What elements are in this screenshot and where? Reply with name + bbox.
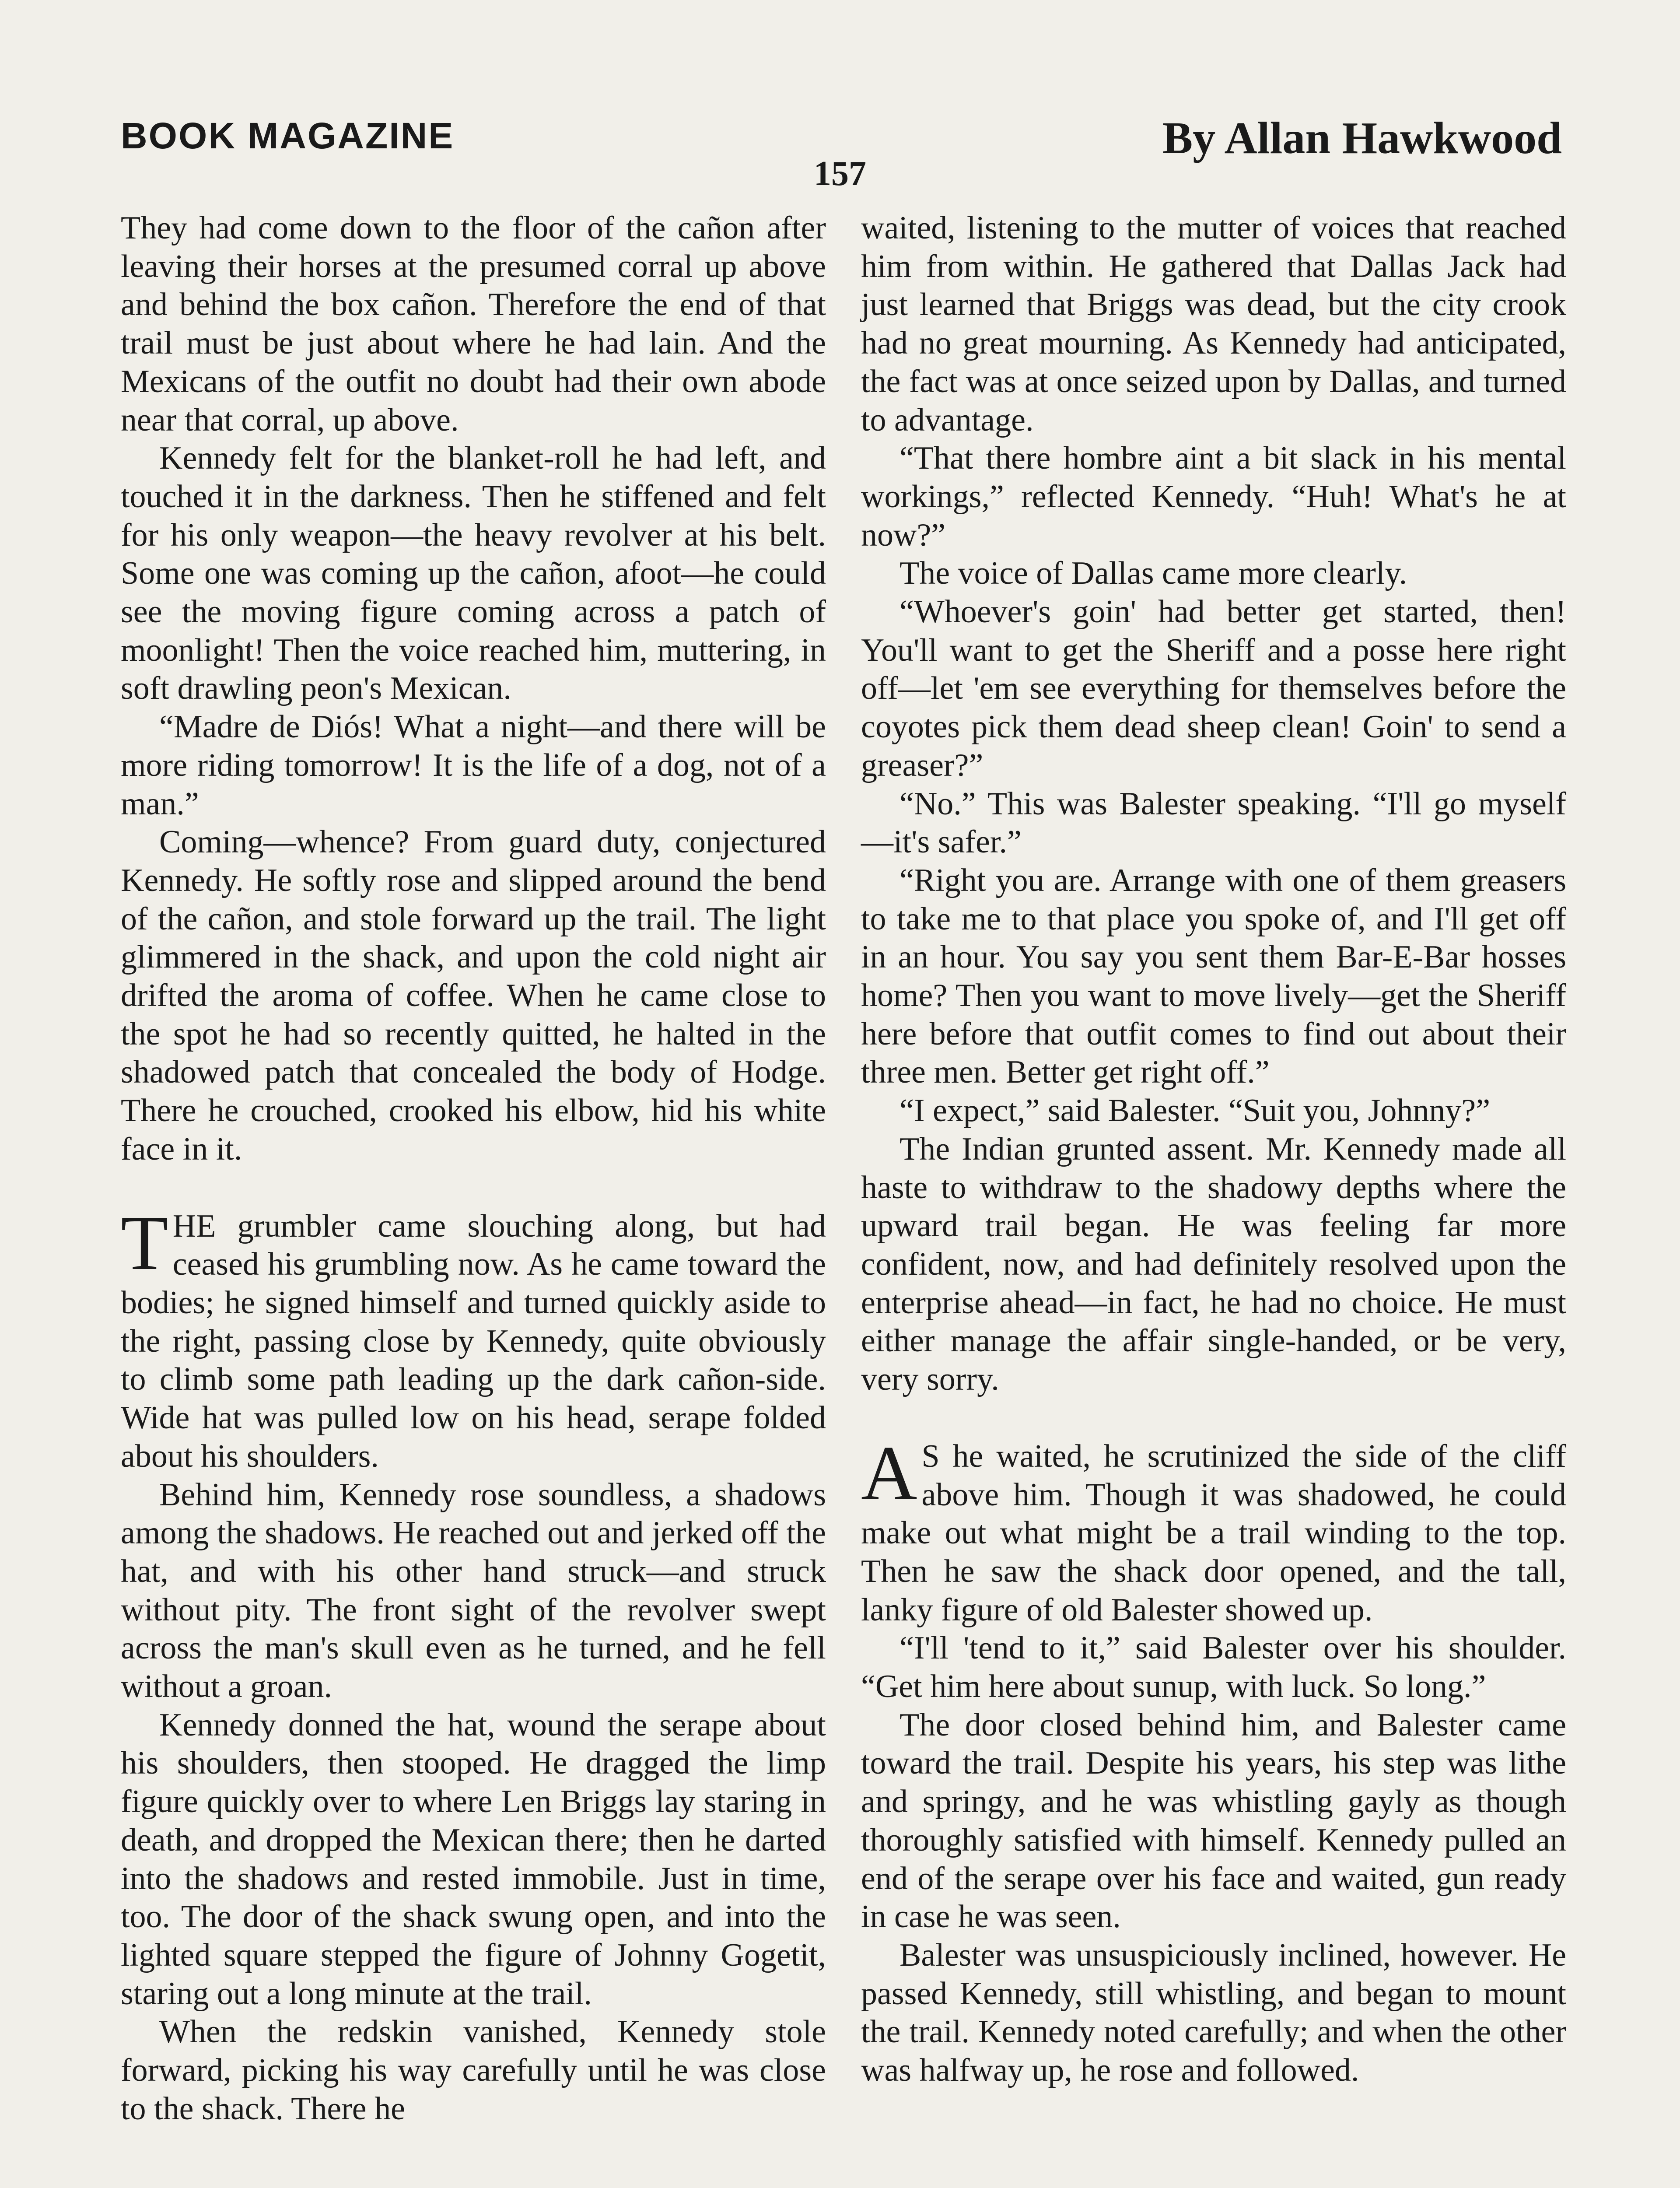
paragraph: “Right you are. Arrange with one of them greasers to take me to that place you spoke of, and I'll get off in an hour. You say you sent them Bar-E-Bar hosses home? Then you want to move lively—get the Sheriff here before that outfit comes to find out about their three men. Better get right off.”	[861, 862, 1566, 1090]
left-column	[121, 209, 826, 2128]
paragraph: “I'll 'tend to it,” said Balester over his shoulder. “Get him here about sunup, with luck. So long.”	[861, 1630, 1566, 1705]
paragraph: waited, listening to the mutter of voices that reached him from within. He gathered that Dallas Jack had just learned that Briggs was dead, but the city crook had no great mourning. As Kennedy had anticipated, the fact was at once seized upon by Dallas, and turned to advantage.	[861, 210, 1566, 438]
paragraph-text: HE grumbler came slouching along, but had ceased his grumbling now. As he came toward the bodies; he signed himself and turned quickly aside to the right, passing close by Kennedy, quite obviously to climb some path leading up the dark cañon-side. Wide hat was pulled low on his head, serape folded about his shoulders.	[121, 1208, 826, 1474]
paragraph: “I expect,” said Balester. “Suit you, Johnny?”	[900, 1093, 1491, 1129]
paragraph: They had come down to the floor of the cañon after leaving their horses at the presumed corral up above and behind the box cañon. Therefore the end of that trail must be just about where he had lain. And the Mexicans of the outfit no doubt had their own abode near that corral, up above.	[121, 210, 826, 438]
page-number: 157	[814, 154, 866, 193]
paragraph: When the redskin vanished, Kennedy stole forward, picking his way carefully until he was close to the shack. There he	[121, 2014, 826, 2127]
author-byline: By Allan Hawkwood	[1162, 113, 1562, 163]
paragraph: Balester was unsuspiciously inclined, however. He passed Kennedy, still whistling, and began to mount the trail. Kennedy noted carefully; and when the other was halfway up, he rose and followed.	[861, 1937, 1566, 2089]
magazine-title: BOOK MAGAZINE	[121, 115, 455, 156]
paragraph: Kennedy donned the hat, wound the serape about his shoulders, then stooped. He dragged the limp figure quickly over to where Len Briggs lay staring in death, and dropped the Mexican there; then he darted into the shadows and rested immobile. Just in time, too. The door of the shack swung open, and into the lighted square stepped the figure of Johnny Gogetit, staring out a long minute at the trail.	[121, 1707, 826, 2012]
paragraph: “Madre de Diós! What a night—and there will be more riding tomorrow! It is the life of a dog, not of a man.”	[121, 709, 826, 822]
paragraph: Kennedy felt for the blanket-roll he had left, and touched it in the darkness. Then he stiffened and felt for his only weapon—the heavy revolver at his belt. Some one was coming up the cañon, afoot—he could see the moving figure coming across a patch of moonlight! Then the voice reached him, muttering, in soft drawling peon's Mexican.	[121, 440, 826, 707]
paragraph-text: S he waited, he scrutinized the side of the cliff above him. Though it was shadowed, he could make out what might be a trail winding to the top. Then he saw the shack door opened, and the tall, lanky figure of old Balester showed up.	[861, 1438, 1566, 1628]
section-paragraph	[861, 1429, 1566, 1630]
paragraph: The Indian grunted assent. Mr. Kennedy made all haste to withdraw to the shadowy depths where the upward trail began. He was feeling far more confident, now, and had definitely resolved upon the enterprise ahead—in fact, he had no choice. He must either manage the affair single-handed, or be very, very sorry.	[861, 1131, 1566, 1398]
paragraph: Coming—whence? From guard duty, conjectured Kennedy. He softly rose and slipped around the bend of the cañon, and stole forward up the trail. The light glimmered in the shack, and upon the cold night air drifted the aroma of coffee. When he came close to the spot he had so recently quitted, he halted in the shadowed patch that concealed the body of Hodge. There he crouched, crooked his elbow, hid his white face in it.	[121, 824, 826, 1167]
drop-cap: A	[861, 1429, 917, 1516]
paragraph: “No.” This was Balester speaking. “I'll go myself—it's safer.”	[861, 785, 1566, 860]
drop-cap: T	[121, 1199, 168, 1286]
right-column	[861, 209, 1566, 2090]
paragraph: The door closed behind him, and Balester came toward the trail. Despite his years, his step was lithe and springy, and he was whistling gayly as though thoroughly satisfied with himself. Kennedy pulled an end of the serape over his face and waited, gun ready in case he was seen.	[861, 1707, 1566, 1935]
paragraph: The voice of Dallas came more clearly.	[900, 555, 1407, 592]
paragraph: “That there hombre aint a bit slack in his mental workings,” reflected Kennedy. “Huh! What's he at now?”	[861, 440, 1566, 553]
section-paragraph	[121, 1199, 826, 1476]
paragraph: Behind him, Kennedy rose soundless, a shadows among the shadows. He reached out and jerked off the hat, and with his other hand struck—and struck without pity. The front sight of the revolver swept across the man's skull even as he turned, and he fell without a groan.	[121, 1476, 826, 1705]
paragraph: “Whoever's goin' had better get started, then! You'll want to get the Sheriff and a posse here right off—let 'em see everything for themselves before the coyotes pick them dead sheep clean! Goin' to send a greaser?”	[861, 594, 1566, 783]
